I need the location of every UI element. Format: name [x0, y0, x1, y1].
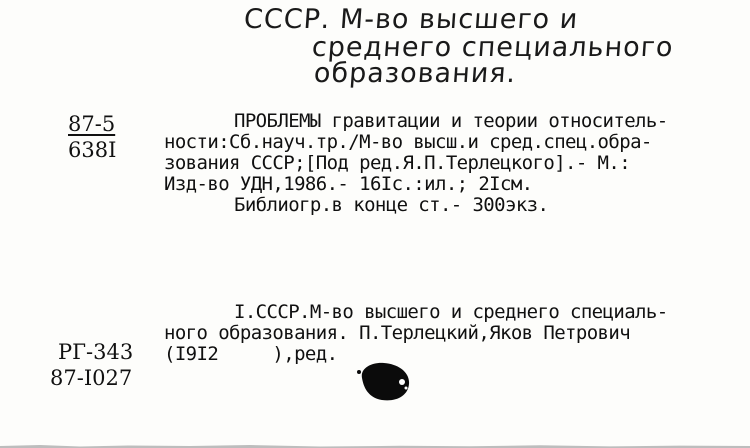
- inventory-number: 638I: [68, 138, 117, 162]
- entry-line-1: ПРОБЛЕМЫ гравитации и теории относитель-: [234, 110, 668, 132]
- handwritten-line-3: образования.: [312, 58, 518, 89]
- card-bottom-edge: [0, 434, 750, 448]
- entry-line-2: ности:Сб.науч.тр./М-во высш.и сред.спец.обра-: [164, 131, 652, 153]
- subject-line-2: ного образования. П.Терлецкий,Яков Петрович: [164, 322, 631, 344]
- ink-blot-stamp: [354, 358, 414, 404]
- shelf-mark: 87-5: [68, 112, 116, 136]
- subject-line-1: I.СССР.М-во высшего и среднего специаль-: [234, 301, 668, 323]
- shelf-code: РГ-343: [58, 340, 134, 364]
- handwritten-line-1: СССР. М-во высшего и: [242, 4, 580, 35]
- entry-line-4: Изд-во УДН,1986.- 16Iс.:ил.; 2Iсм.: [164, 173, 533, 195]
- handwritten-line-2: среднего специального: [310, 32, 675, 63]
- entry-line-5: Библиогр.в конце ст.- 300экз.: [234, 194, 549, 216]
- entry-line-3: зования СССР;[Под ред.Я.П.Терлецкого].- М.:: [164, 152, 631, 174]
- subject-line-3: (I9I2 ),ред.: [164, 343, 338, 365]
- accession-number: 87-I027: [50, 366, 133, 390]
